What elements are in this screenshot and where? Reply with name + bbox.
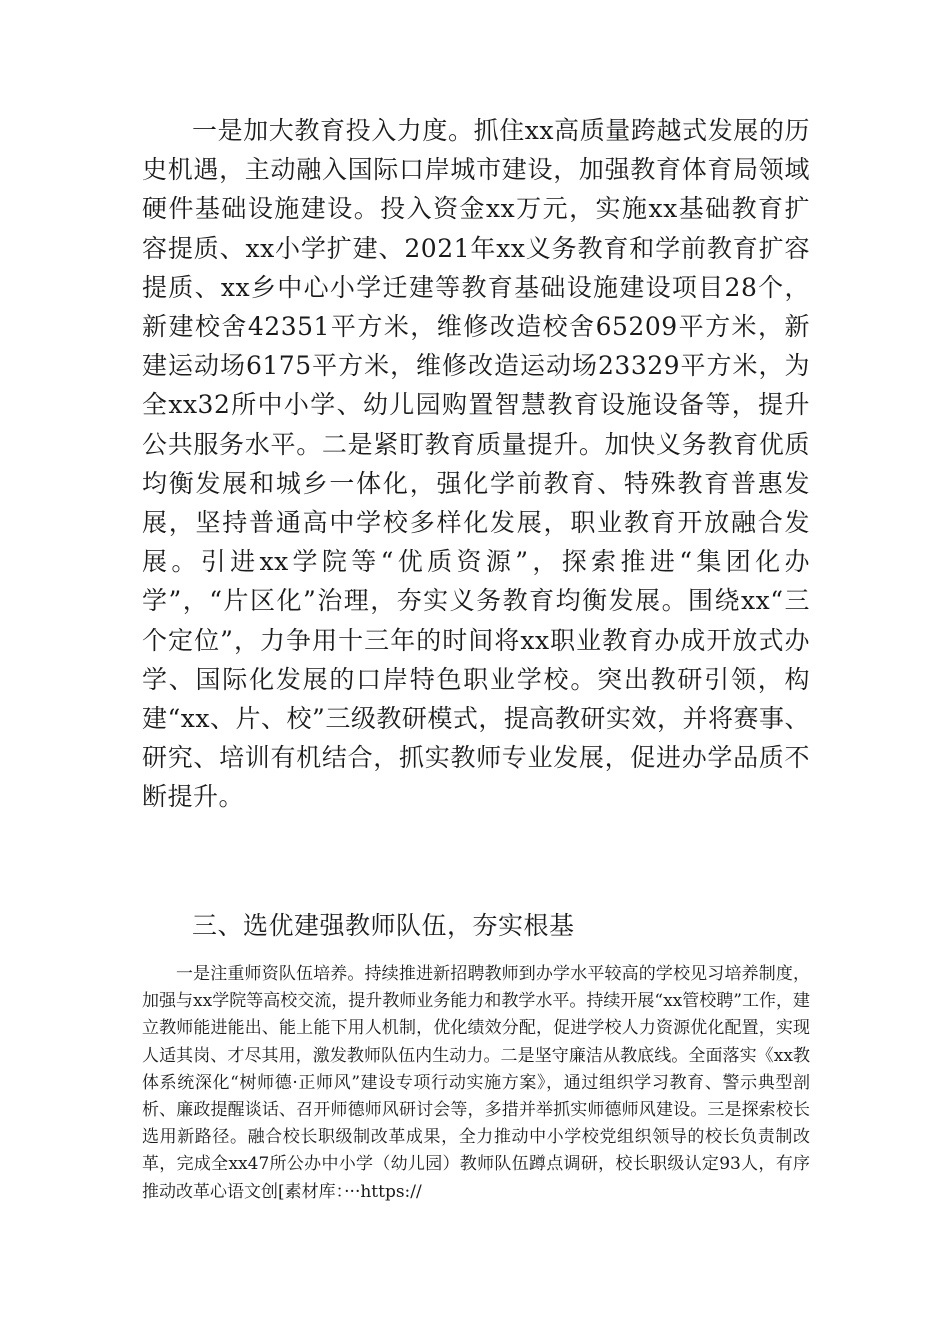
body-paragraph-education-investment: 一是加大教育投入力度。抓住xx高质量跨越式发展的历史机遇，主动融入国际口岸城市建设，加强教育体育局领域硬件基础设施建设。投入资金xx万元，实施xx基础教育扩容提质、xx小学扩建、2021年xx义务教育和学前教育扩容提质、xx乡中心小学迁建等教育基础设施建设项目28个，新建校舍42351平方米，维修改造校舍65209平方米，新建运动场6175平方米，维修改造运动场23329平方米，为全xx32所中小学、幼儿园购置智慧教育设施设备等，提升公共服务水平。二是紧盯教育质量提升。加快义务教育优质均衡发展和城乡一体化，强化学前教育、特殊教育普惠发展，坚持普通高中学校多样化发展，职业教育开放融合发展。引进xx学院等“优质资源”，探索推进“集团化办学”，“片区化”治理，夯实义务教育均衡发展。围绕xx“三个定位”，力争用十三年的时间将xx职业教育办成开放式办学、国际化发展的口岸特色职业学校。突出教研引领，构建“xx、片、校”三级教研模式，提高教研实效，并将赛事、研究、培训有机结合，抓实教师专业发展，促进办学品质不断提升。 [142, 116, 810, 812]
body-paragraph-teacher-team: 一是注重师资队伍培养。持续推进新招聘教师到办学水平较高的学校见习培养制度，加强与xx学院等高校交流，提升教师业务能力和教学水平。持续开展“xx管校聘”工作，建立教师能进能出、能上能下用人机制，优化绩效分配，促进学校人力资源优化配置，实现人适其岗、才尽其用，激发教师队伍内生动力。二是坚守廉洁从教底线。全面落实《xx教体系统深化“树师德·正师风”建设专项行动实施方案》，通过组织学习教育、警示典型剖析、廉政提醒谈话、召开师德师风研讨会等，多措并举抓实师德师风建设。三是探索校长选用新路径。融合校长职级制改革成果，全力推动中小学校党组织领导的校长负责制改革，完成全xx47所公办中小学（幼儿园）教师队伍蹲点调研，校长职级认定93人，有序推动改革心语文创[素材库：···https:// [142, 964, 810, 1202]
section-heading: 三、选优建强教师队伍，夯实根基 [192, 911, 575, 940]
